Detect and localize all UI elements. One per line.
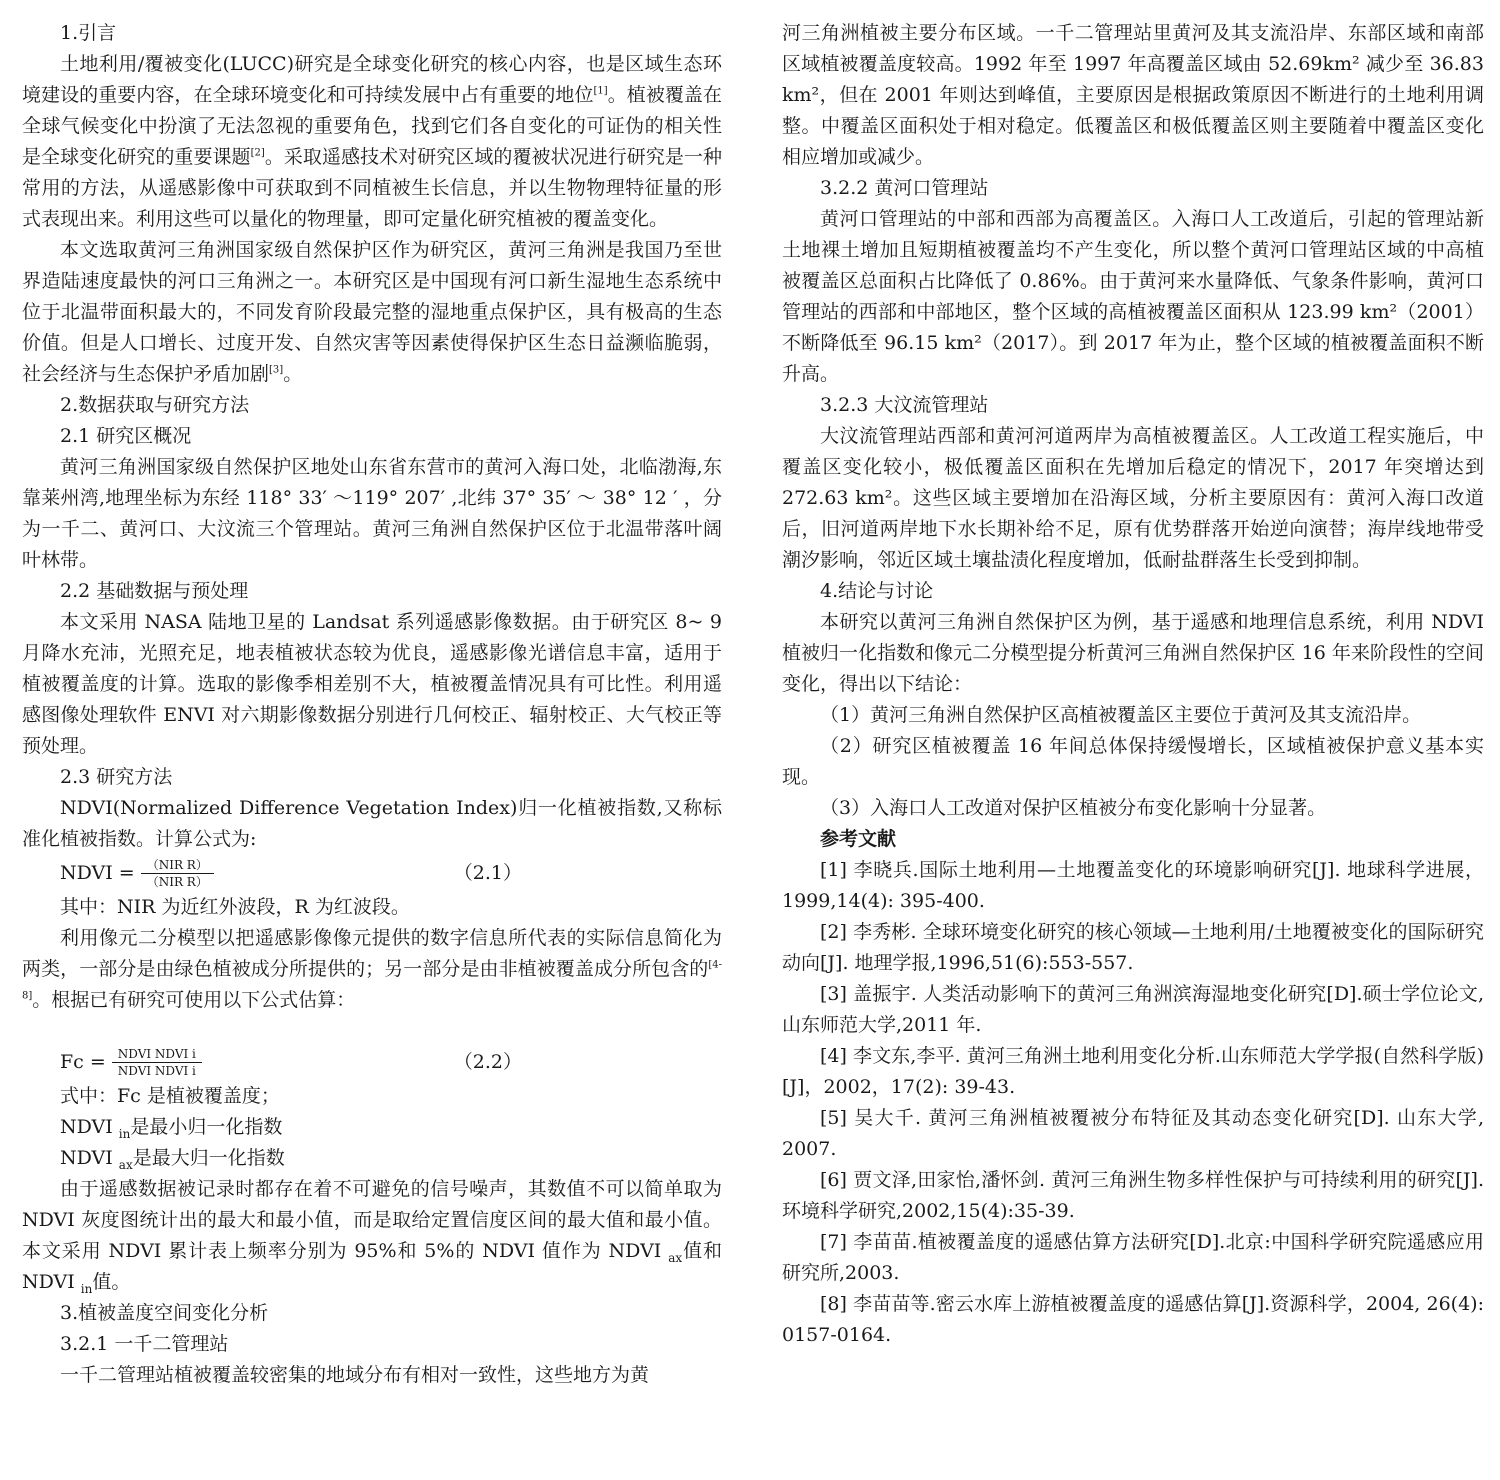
section-title-intro: 1.引言 [60, 22, 117, 44]
equation-number: （2.1） [453, 862, 522, 884]
equation-lhs: Fc = [60, 1051, 106, 1073]
equation-fraction [112, 1046, 202, 1079]
subsection-title-2-1: 2.1 研究区概况 [60, 425, 192, 447]
paragraph-intro-2: 本文选取黄河三角洲国家级自然保护区作为研究区，黄河三角洲是我国乃至世界造陆速度最快的河口三角洲之一。本研究区是中国现有河口新生湿地生态系统中位于北温带面积最大的，不同发育阶段最完整的湿地重点保护区，具有极高的生态价值。但是人口增长、过度开发、自然灾害等因素使得保护区生态日益濒临脆弱，社会经济与生态保护矛盾加剧[3]。 [22, 239, 722, 385]
paragraph-dawenliu: 大汶流管理站西部和黄河河道两岸为高植被覆盖区。人工改道工程实施后，中覆盖区变化较小，极低覆盖区面积在先增加后稳定的情况下，2017 年突增达到 272.63 km²。这些区域主要增加在沿海区域，分析主要原因有：黄河入海口改道后，旧河道两岸地下水长期补给不足，原有优势群落开始逆向演替；海岸线地带受潮汐影响，邻近区域土壤盐渍化程度增加，低耐盐群落生长受到抑制。 [782, 425, 1484, 571]
subsection-title-3-2-3: 3.2.3 大汶流管理站 [820, 394, 989, 416]
conclusion-item-2: （2）研究区植被覆盖 16 年间总体保持缓慢增长，区域植被保护意义基本实现。 [782, 735, 1484, 788]
citation: [3] [269, 364, 284, 376]
equation-fraction [141, 857, 214, 890]
section-title-analysis: 3.植被盖度空间变化分析 [60, 1302, 269, 1324]
equation-number: （2.2） [453, 1051, 522, 1073]
reference-item: [2] 李秀彬. 全球环境变化研究的核心领域—土地利用/土地覆被变化的国际研究动向[J]. 地理学报,1996,51(6):553-557. [782, 921, 1484, 974]
reference-item: [1] 李晓兵.国际土地利用—土地覆盖变化的环境影响研究[J]. 地球科学进展，1999,14(4): 395-400. [782, 859, 1484, 912]
paragraph-ndvi-where: 其中：NIR 为近红外波段，R 为红波段。 [60, 896, 410, 918]
equation-2-2 [22, 1046, 722, 1079]
reference-item: [7] 李苗苗.植被覆盖度的遥感估算方法研究[D].北京:中国科学研究院遥感应用研究所,2003. [782, 1231, 1484, 1284]
reference-item: [5] 吴大千. 黄河三角洲植被覆被分布特征及其动态变化研究[D]. 山东大学, 2007. [782, 1107, 1484, 1160]
conclusion-item-1: （1）黄河三角洲自然保护区高植被覆盖区主要位于黄河及其支流沿岸。 [820, 704, 1422, 726]
equation-2-1 [22, 857, 722, 890]
subsection-title-2-2: 2.2 基础数据与预处理 [60, 580, 249, 602]
paragraph-ndvi: NDVI(Normalized Difference Vegetation Index)归一化植被指数,又称标准化植被指数。计算公式为: [22, 797, 722, 850]
reference-item: [6] 贾文泽,田家怡,潘怀剑. 黄河三角洲生物多样性保护与可持续利用的研究[J].环境科学研究,2002,15(4):35-39. [782, 1169, 1484, 1222]
paragraph-yiqianer-cont: 河三角洲植被主要分布区域。一千二管理站里黄河及其支流沿岸、东部区域和南部区域植被覆盖度较高。1992 年至 1997 年高覆盖区域由 52.69km² 减少至 36.83 km²，但在 2001 年则达到峰值，主要原因是根据政策原因不断进行的土地利用调整。中覆盖区面积处于相对稳定。低覆盖区和极低覆盖区则主要随着中覆盖区变化相应增加或减少。 [782, 22, 1484, 168]
paragraph-conclusion: 本研究以黄河三角洲自然保护区为例，基于遥感和地理信息系统，利用 NDVI 植被归一化指数和像元二分模型提分析黄河三角洲自然保护区 16 年来阶段性的空间变化，得出以下结论： [782, 611, 1484, 695]
section-title-data: 2.数据获取与研究方法 [60, 394, 250, 416]
paragraph-ndvi-min: NDVI $_{in}$是最小归一化指数 [60, 1116, 283, 1141]
paragraph-data: 本文采用 NASA 陆地卫星的 Landsat 系列遥感影像数据。由于研究区 8~ 9 月降水充沛，光照充足，地表植被状态较为优良，遥感影像光谱信息丰富，适用于植被覆盖度的计算。选取的影像季相差别不大，植被覆盖情况具有可比性。利用遥感图像处理软件 ENVI 对六期影像数据分别进行几何校正、辐射校正、大气校正等预处理。 [22, 611, 722, 757]
references-title: 参考文献 [820, 828, 897, 850]
equation-denominator: NDVI NDVI i [117, 1064, 196, 1078]
conclusion-item-3: （3）入海口人工改道对保护区植被分布变化影响十分显著。 [820, 797, 1327, 819]
section-title-conclusion: 4.结论与讨论 [820, 580, 934, 602]
paragraph-intro-1: 土地利用/覆被变化(LUCC)研究是全球变化研究的核心内容，也是区域生态环境建设的重要内容，在全球环境变化和可持续发展中占有重要的地位[1]。植被覆盖在全球气候变化中扮演了无法忽视的重要角色，找到它们各自变化的可证伪的相关性是全球变化研究的重要课题[2]。采取遥感技术对研究区域的覆被状况进行研究是一种常用的方法，从遥感影像中可获取到不同植被生长信息，并以生物物理特征量的形式表现出来。利用这些可以量化的物理量，即可定量化研究植被的覆盖变化。 [22, 53, 722, 230]
equation-lhs: NDVI = [60, 862, 135, 884]
paragraph-yiqianer: 一千二管理站植被覆盖较密集的地域分布有相对一致性，这些地方为黄 [60, 1364, 650, 1386]
paragraph-huanghekou: 黄河口管理站的中部和西部为高覆盖区。入海口人工改道后，引起的管理站新土地裸土增加且短期植被覆盖均不产生变化，所以整个黄河口管理站区域的中高植被覆盖区总面积占比降低了 0.86%。由于黄河来水量降低、气象条件影响，黄河口管理站的西部和中部地区，整个区域的高植被覆盖区面积从 123.99 km²（2001）不断降低至 96.15 km²（2017）。到 2017 年为止，整个区域的植被覆盖面积不断升高。 [782, 208, 1484, 385]
paragraph-ndvi-max: NDVI $_{ax}$是最大归一化指数 [60, 1147, 285, 1172]
reference-item: [8] 李苗苗等.密云水库上游植被覆盖度的遥感估算[J].资源科学，2004, 26(4): 0157-0164. [782, 1293, 1484, 1346]
equation-numerator: （NIR R） [141, 857, 214, 874]
subsection-title-3-2-1: 3.2.1 一千二管理站 [60, 1333, 229, 1355]
paragraph-noise: 由于遥感数据被记录时都存在着不可避免的信号噪声，其数值不可以简单取为 NDVI 灰度图统计出的最大和最小值，而是取给定置信度区间的最大值和最小值。本文采用 NDVI 累计表上频率分别为 95%和 5%的 NDVI 值作为 NDVI $_{ax}$值和NDVI $_{in}$值。 [22, 1178, 722, 1296]
paragraph-pixel-model: 利用像元二分模型以把遥感影像像元提供的数字信息所代表的实际信息简化为两类，一部分是由绿色植被成分所提供的；另一部分是由非植被覆盖成分所包含的[4-8]。根据已有研究可使用以下公式估算： [22, 927, 722, 1011]
equation-denominator: （NIR R） [146, 875, 208, 889]
citation: [2] [250, 147, 265, 159]
citation: [4-8] [22, 959, 722, 1002]
paragraph-fc-def: 式中：Fc 是植被覆盖度； [60, 1085, 280, 1107]
subsection-title-2-3: 2.3 研究方法 [60, 766, 173, 788]
reference-item: [4] 李文东,李平. 黄河三角洲土地利用变化分析.山东师范大学学报(自然科学版)[J]，2002，17(2): 39-43. [782, 1045, 1484, 1098]
right-column [782, 18, 1484, 1351]
left-column [22, 18, 722, 1391]
paragraph-study-area: 黄河三角洲国家级自然保护区地处山东省东营市的黄河入海口处，北临渤海,东靠莱州湾,地理坐标为东经 118° 33′ ～119° 207′ ,北纬 37° 35′ ～ 38° 12 ′ ，分为一千二、黄河口、大汶流三个管理站。黄河三角洲自然保护区位于北温带落叶阔叶林带。 [22, 456, 722, 571]
citation: [1] [593, 85, 608, 97]
reference-item: [3] 盖振宇. 人类活动影响下的黄河三角洲滨海湿地变化研究[D].硕士学位论文,山东师范大学,2011 年. [782, 983, 1484, 1036]
equation-numerator: NDVI NDVI i [112, 1046, 202, 1063]
subsection-title-3-2-2: 3.2.2 黄河口管理站 [820, 177, 989, 199]
